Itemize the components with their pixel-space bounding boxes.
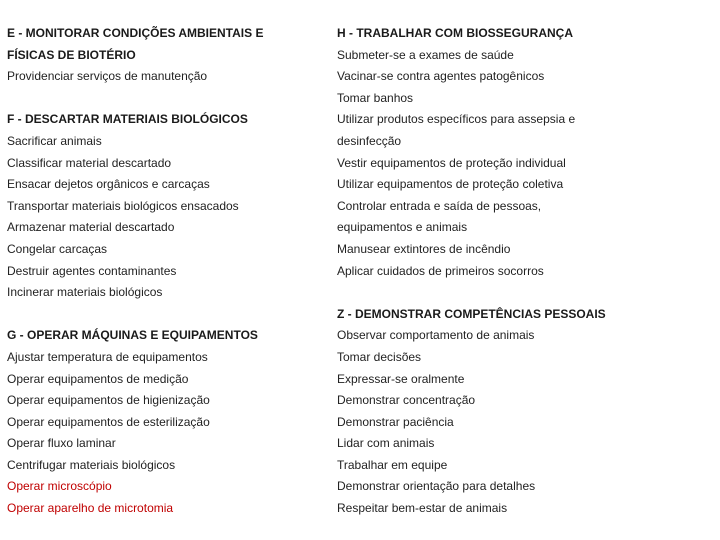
left-section-heading: F - DESCARTAR MATERIAIS BIOLÓGICOS — [7, 112, 248, 127]
right-list-item: Vestir equipamentos de proteção individual — [337, 155, 566, 170]
right-list-item: Observar comportamento de animais — [337, 328, 535, 343]
right-list-item: Tomar banhos — [337, 90, 414, 105]
left-list-item: Armazenar material descartado — [7, 220, 175, 235]
left-list-item: Destruir agentes contaminantes — [7, 263, 177, 278]
left-list-item: Sacrificar animais — [7, 133, 102, 148]
right-list-item: Aplicar cuidados de primeiros socorros — [337, 263, 544, 278]
left-spacer — [7, 307, 327, 329]
right-list-item: Lidar com animais — [337, 436, 435, 451]
left-list-item: Operar equipamentos de medição — [7, 371, 189, 386]
left-list-item: Operar fluxo laminar — [7, 436, 116, 451]
right-list-item: Demonstrar orientação para detalhes — [337, 479, 536, 494]
right-list-item: Manusear extintores de incêndio — [337, 241, 511, 256]
right-list-item: Controlar entrada e saída de pessoas, — [337, 198, 542, 213]
left-list-item: Classificar material descartado — [7, 155, 172, 170]
right-list-item: Demonstrar paciência — [337, 414, 454, 429]
left-list-item: Operar aparelho de microtomia — [7, 501, 174, 516]
left-list-item: Transportar materiais biológicos ensacados — [7, 198, 239, 213]
right-list-item: Tomar decisões — [337, 349, 422, 364]
left-section-heading: E - MONITORAR CONDIÇÕES AMBIENTAIS E — [7, 26, 264, 40]
left-list-item: Ensacar dejetos orgânicos e carcaças — [7, 177, 210, 192]
right-list-item: Utilizar equipamentos de proteção coletiva — [337, 177, 564, 192]
left-list-item: Ajustar temperatura de equipamentos — [7, 349, 208, 364]
left-column — [7, 26, 327, 523]
right-list-item: Expressar-se oralmente — [337, 371, 465, 386]
right-list-item: Utilizar produtos específicos para assepsia e — [337, 112, 576, 127]
left-list-item: Operar equipamentos de esterilização — [7, 414, 210, 429]
left-list-item: Centrifugar materiais biológicos — [7, 457, 176, 472]
left-list-item: Providenciar serviços de manutenção — [7, 69, 208, 84]
right-section-heading: Z - DEMONSTRAR COMPETÊNCIAS PESSOAIS — [337, 306, 606, 321]
right-list-item: Demonstrar concentração — [337, 393, 476, 408]
left-list-item: Incinerar materiais biológicos — [7, 285, 163, 300]
right-list-item: Trabalhar em equipe — [337, 457, 448, 472]
right-list-item: equipamentos e animais — [337, 220, 468, 235]
right-list-item: desinfecção — [337, 133, 402, 148]
right-list-item: Submeter-se a exames de saúde — [337, 47, 514, 62]
right-list-item: Respeitar bem-estar de animais — [337, 501, 508, 516]
left-section-heading: FÍSICAS DE BIOTÉRIO — [7, 47, 136, 62]
right-section-heading: H - TRABALHAR COM BIOSSEGURANÇA — [337, 26, 573, 40]
right-column — [337, 26, 717, 523]
left-list-item: Congelar carcaças — [7, 241, 108, 256]
left-spacer — [7, 91, 327, 113]
left-list-item: Operar microscópio — [7, 479, 112, 494]
right-spacer — [337, 285, 717, 307]
left-section-heading: G - OPERAR MÁQUINAS E EQUIPAMENTOS — [7, 328, 258, 343]
left-list-item: Operar equipamentos de higienização — [7, 393, 210, 408]
right-list-item: Vacinar-se contra agentes patogênicos — [337, 69, 545, 84]
